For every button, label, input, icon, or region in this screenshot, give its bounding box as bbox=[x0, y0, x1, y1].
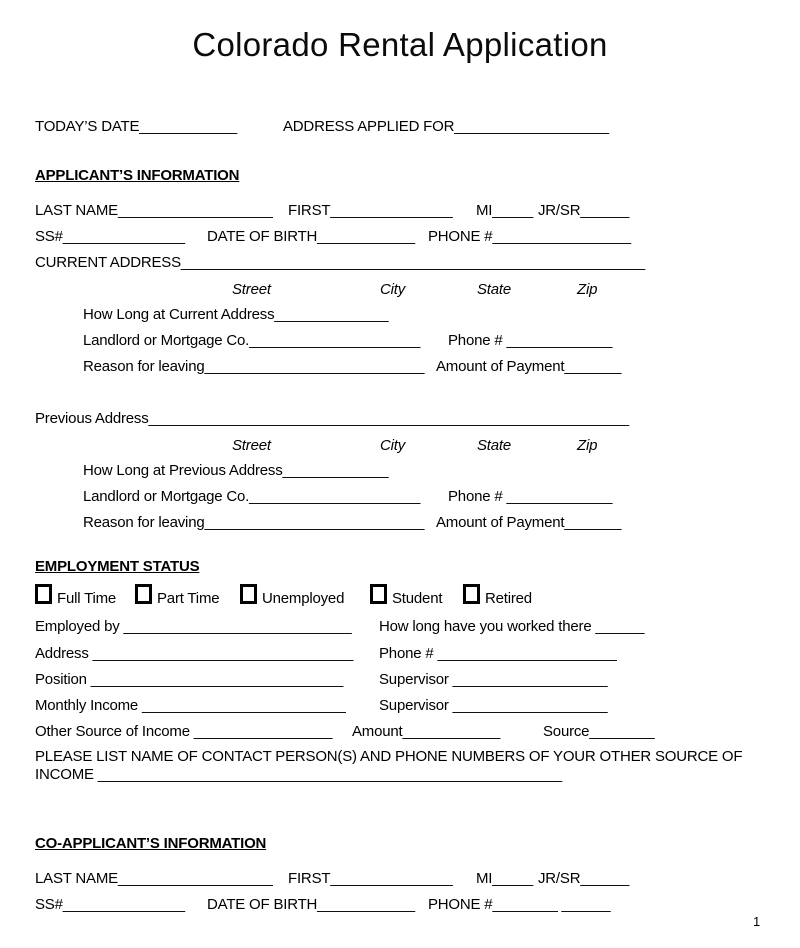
source-field: Source________ bbox=[543, 723, 655, 740]
applicant-ssn-field: SS#_______________ bbox=[35, 228, 185, 245]
coapplicant-dob-field: DATE OF BIRTH____________ bbox=[207, 896, 415, 913]
checkbox-label-retired: Retired bbox=[485, 590, 532, 607]
previous-amount-payment-field: Amount of Payment_______ bbox=[436, 514, 622, 531]
how-long-worked-field: How long have you worked there ______ bbox=[379, 618, 645, 635]
previous-landlord-phone-field: Phone # _____________ bbox=[448, 488, 613, 505]
employed-by-field: Employed by ____________________________ bbox=[35, 618, 352, 635]
checkbox-label-full-time: Full Time bbox=[57, 590, 117, 607]
coapplicant-jrsr-field: JR/SR______ bbox=[538, 870, 630, 887]
current-amount-payment-field: Amount of Payment_______ bbox=[436, 358, 622, 375]
checkbox-label-student: Student bbox=[392, 590, 443, 607]
checkbox-label-unemployed: Unemployed bbox=[262, 590, 345, 607]
column-label-zip: Zip bbox=[577, 281, 598, 298]
address-applied-for-field: ADDRESS APPLIED FOR___________________ bbox=[283, 118, 609, 135]
column-label-street-2: Street bbox=[232, 437, 271, 454]
column-label-city: City bbox=[380, 281, 406, 298]
applicant-mi-field: MI_____ bbox=[476, 202, 533, 219]
employer-address-field: Address ________________________________ bbox=[35, 645, 354, 662]
column-label-street: Street bbox=[232, 281, 271, 298]
coapplicant-last-name-field: LAST NAME___________________ bbox=[35, 870, 273, 887]
contact-persons-note-line2: INCOME _________________________________________________________ bbox=[35, 766, 562, 783]
column-label-zip-2: Zip bbox=[577, 437, 598, 454]
column-label-state-2: State bbox=[477, 437, 512, 454]
checkbox-full-time[interactable] bbox=[35, 584, 52, 604]
applicant-first-name-field: FIRST_______________ bbox=[288, 202, 453, 219]
coapplicant-mi-field: MI_____ bbox=[476, 870, 533, 887]
current-address-field: CURRENT ADDRESS_________________________________________________________ bbox=[35, 254, 646, 271]
checkbox-part-time[interactable] bbox=[135, 584, 152, 604]
amount-field: Amount____________ bbox=[352, 723, 501, 740]
applicant-last-name-field: LAST NAME___________________ bbox=[35, 202, 273, 219]
column-label-city-2: City bbox=[380, 437, 406, 454]
coapplicant-first-name-field: FIRST_______________ bbox=[288, 870, 453, 887]
previous-landlord-field: Landlord or Mortgage Co._____________________ bbox=[83, 488, 421, 505]
employment-status-heading: EMPLOYMENT STATUS bbox=[35, 558, 200, 575]
checkbox-retired[interactable] bbox=[463, 584, 480, 604]
todays-date-field: TODAY’S DATE____________ bbox=[35, 118, 237, 135]
other-source-income-field: Other Source of Income _________________ bbox=[35, 723, 333, 740]
checkbox-unemployed[interactable] bbox=[240, 584, 257, 604]
column-label-state: State bbox=[477, 281, 512, 298]
employer-phone-field: Phone # ______________________ bbox=[379, 645, 617, 662]
checkbox-label-part-time: Part Time bbox=[157, 590, 220, 607]
current-landlord-phone-field: Phone # _____________ bbox=[448, 332, 613, 349]
checkbox-student[interactable] bbox=[370, 584, 387, 604]
applicant-info-heading: APPLICANT’S INFORMATION bbox=[35, 167, 240, 184]
contact-persons-note-line1: PLEASE LIST NAME OF CONTACT PERSON(S) AND PHONE NUMBERS OF YOUR OTHER SOURCE OF bbox=[35, 748, 743, 765]
position-field: Position _______________________________ bbox=[35, 671, 344, 688]
page-number: 1 bbox=[753, 914, 761, 929]
monthly-income-field: Monthly Income _________________________ bbox=[35, 697, 346, 714]
applicant-jrsr-field: JR/SR______ bbox=[538, 202, 630, 219]
supervisor-field-2: Supervisor ___________________ bbox=[379, 697, 608, 714]
current-reason-leaving-field: Reason for leaving___________________________ bbox=[83, 358, 425, 375]
how-long-previous-address-field: How Long at Previous Address_____________ bbox=[83, 462, 389, 479]
applicant-phone-field: PHONE #_________________ bbox=[428, 228, 631, 245]
previous-address-field: Previous Address___________________________________________________________ bbox=[35, 410, 629, 427]
supervisor-field-1: Supervisor ___________________ bbox=[379, 671, 608, 688]
applicant-dob-field: DATE OF BIRTH____________ bbox=[207, 228, 415, 245]
coapplicant-info-heading: CO-APPLICANT’S INFORMATION bbox=[35, 835, 267, 852]
coapplicant-ssn-field: SS#_______________ bbox=[35, 896, 185, 913]
page-title: Colorado Rental Application bbox=[192, 26, 608, 63]
previous-reason-leaving-field: Reason for leaving___________________________ bbox=[83, 514, 425, 531]
coapplicant-phone-field: PHONE #________ ______ bbox=[428, 896, 611, 913]
current-landlord-field: Landlord or Mortgage Co._____________________ bbox=[83, 332, 421, 349]
how-long-current-address-field: How Long at Current Address______________ bbox=[83, 306, 389, 323]
